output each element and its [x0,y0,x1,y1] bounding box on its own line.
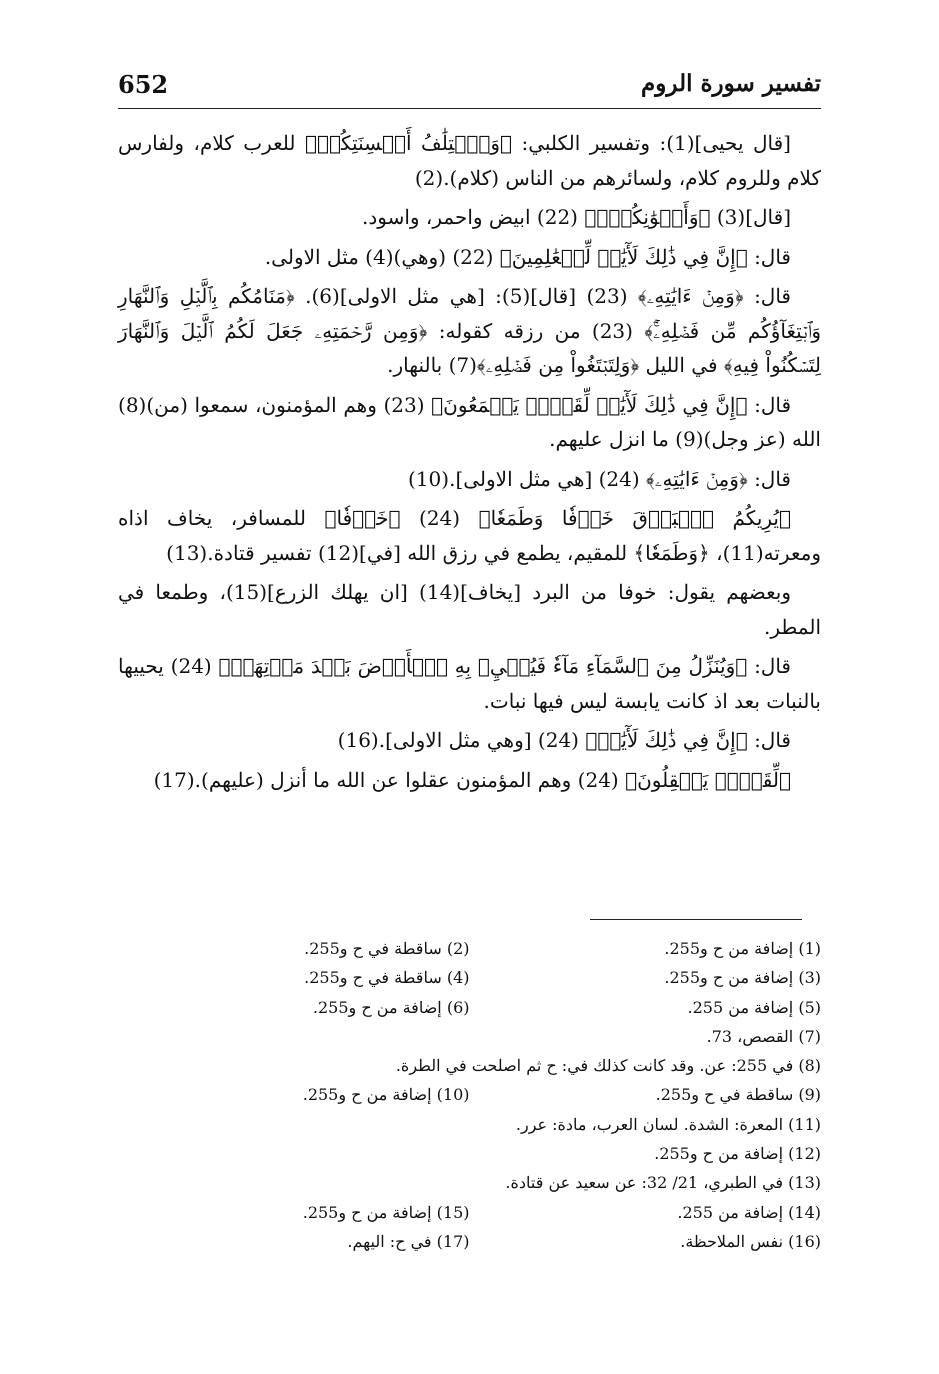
footnote: (6) إضافة من ح و255. [312,997,470,1017]
paragraph: ﴿لِّقَوۡمٖ يَعۡقِلُونَ﴾ (24) وهم المؤمنون عقلوا عن الله ما أنزل (عليهم).(17) [153,767,791,792]
footnote: (4) ساقطة في ح و255. [304,968,470,988]
footnote: (11) المعرة: الشدة. لسان العرب، مادة: عرر. [515,1114,821,1134]
footnote-row [118,1227,821,1256]
footnote: (5) إضافة من 255. [687,997,821,1017]
footnote: (14) إضافة من 255. [677,1202,821,1222]
footnote: (7) القصص، 73. [706,1026,821,1046]
footnote-row [118,963,821,992]
footnote: (17) في ح: اليهم. [347,1231,470,1251]
page-number: 652 [118,70,169,99]
footnote-row [118,993,821,1022]
footnote-row [118,1110,821,1139]
footnote-row [118,1080,821,1109]
paragraph: قال: ﴿إِنَّ فِي ذَٰلِكَ لَأٓيَٰتٖ لِّلۡعَٰلِمِينَ﴾ (22) (وهي)(4) مثل الاولى. [264,244,791,269]
footnote: (16) نفس الملاحظة. [680,1231,821,1251]
footnote: (8) في 255: عن. وقد كانت كذلك في: ح ثم اصلحت في الطرة. [395,1056,821,1076]
paragraph: وبعضهم يقول: خوفا من البرد [يخاف](14) [ان يهلك الزرع](15)، وطمعا في المطر. [118,580,821,639]
paragraph: قال: ﴿إِنَّ فِي ذَٰلِكَ لَأٓيَٰتٖ لِّقَوۡمٖ يَسۡمَعُونَ﴾ (23) وهم المؤمنون، سمعوا (من)(8) الله (عز وجل)(9) ما انزل عليهم. [118,392,821,451]
paragraph: قال: ﴿إِنَّ فِي ذَٰلِكَ لَأٓيَٰتٖ﴾ (24) [وهي مثل الاولى].(16) [337,728,791,752]
footnote-row [118,1168,821,1197]
footnote-row [118,1051,821,1080]
footnote-row [118,1022,821,1051]
footnote: (3) إضافة من ح و255. [664,968,821,988]
footnote: (2) ساقطة في ح و255. [304,939,470,958]
footnote: (13) في الطبري، 21/ 32: عن سعيد عن قتادة. [505,1173,821,1193]
paragraph: [قال](3) ﴿وَأَلۡوَٰنِكُمۡۚ﴾ (22) ابيض واحمر، واسود. [361,205,791,229]
footnote-row [118,1139,821,1168]
footnote-row [118,934,821,963]
running-header [118,70,821,110]
header-rule [118,108,821,109]
footnote: (12) إضافة من ح و255. [654,1144,821,1164]
footnote: (9) ساقطة في ح و255. [655,1085,821,1105]
footnotes [118,934,821,1256]
paragraph: قال: ﴿وَمِنۡ ءَايَٰتِهِۦ﴾ (24) [هي مثل الاولى].(10) [408,466,791,491]
footnote: (15) إضافة من ح و255. [302,1202,470,1222]
footnote-row [118,1198,821,1227]
paragraph: ﴿يُرِيكُمُ ٱلۡبَرۡقَ خَوۡفٗا وَطَمَعٗا﴾ (24) ﴿خَوۡفٗا﴾ للمسافر، يخاف اذاه ومعرته(11)، ﴿وَطَمَعٗا﴾ للمقيم، يطمع في رزق الله [في](12) تفسير قتادة.(13) [118,506,821,565]
paragraph: [قال يحيى](1): وتفسير الكلبي: ﴿وَٱخۡتِلَٰفُ أَلۡسِنَتِكُمۡ﴾ للعرب كلام، ولفارس كلام وللروم كلام، ولسائرهم من الناس (كلام).(2) [118,131,821,190]
paragraph: قال: ﴿وَمِنۡ ءَايَٰتِهِۦ﴾ (23) [قال](5): [هي مثل الاولى](6). ﴿مَنَامُكُم بِٱلَّيۡلِ وَٱلنَّهَارِ وَٱبۡتِغَآؤُكُم مِّن فَضۡلِهِۦٓۚ﴾ (23) من رزقه كقوله: ﴿وَمِن رَّحۡمَتِهِۦ جَعَلَ لَكُمُ ٱلَّيۡلَ وَٱلنَّهَارَ لِتَسۡكُنُواْ فِيهِ﴾ في الليل ﴿وَلِتَبۡتَغُواْ مِن فَضۡلِهِۦ﴾(7) بالنهار. [118,284,822,377]
footnote: (10) إضافة من ح و255. [302,1085,470,1105]
main-text [118,126,821,802]
running-title: تفسير سورة الروم [641,70,821,97]
footnote-rule [590,919,802,920]
paragraph: قال: ﴿وَيُنَزِّلُ مِنَ ٱلسَّمَآءِ مَآءٗ فَيُحۡيِۦ بِهِ ٱلۡأَرۡضَ بَعۡدَ مَوۡتِهَآۚ﴾ (24) يحييها بالنبات بعد اذ كانت يابسة ليس فيها نبات. [118,654,821,713]
footnote: (1) إضافة من ح و255. [664,939,821,958]
